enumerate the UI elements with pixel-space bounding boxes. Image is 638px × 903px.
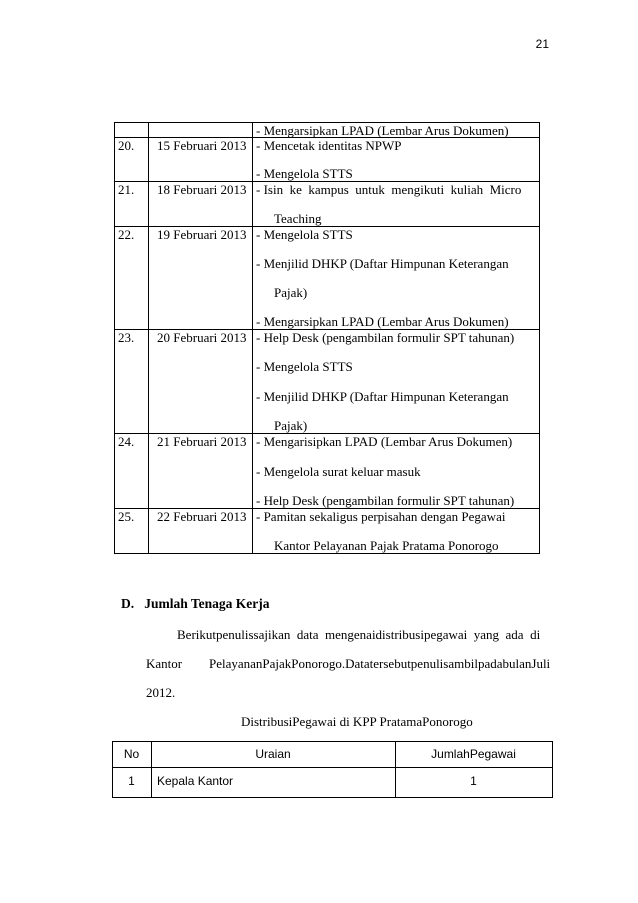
column-divider (148, 122, 149, 554)
activity-line: - Mengelola STTS (256, 227, 353, 242)
column-header-jumlah: JumlahPegawai (431, 747, 516, 761)
activity-line: - Mengarisipkan LPAD (Lembar Arus Dokumen) (256, 434, 513, 449)
row-number: 24. (118, 434, 135, 449)
row-number: 25. (118, 509, 135, 524)
row-number: 21. (118, 182, 135, 197)
activity-line: Kantor Pelayanan Pajak Pratama Ponorogo (274, 538, 499, 553)
activity-line: Pajak) (274, 418, 308, 433)
activity-line: - Pamitan sekaligus perpisahan dengan Pegawai (256, 509, 506, 524)
activity-line: Pajak) (274, 285, 308, 300)
row-date: 19 Februari 2013 (157, 227, 247, 242)
activity-line: - Mencetak identitas NPWP (256, 138, 402, 153)
column-header-no: No (123, 747, 140, 761)
column-divider (114, 122, 115, 554)
paragraph-line: PelayananPajakPonorogo.DatatersebutpenulisambilpadabulanJuli (209, 656, 551, 671)
activity-line: - Mengelola STTS (256, 359, 353, 374)
activity-line: - Mengarsipkan LPAD (Lembar Arus Dokumen) (256, 314, 509, 329)
activity-line: - Mengarsipkan LPAD (Lembar Arus Dokumen) (256, 123, 509, 138)
row-number: 22. (118, 227, 135, 242)
activity-line: - Help Desk (pengambilan formulir SPT tahunan) (256, 330, 515, 345)
cell-uraian: Kepala Kantor (157, 774, 234, 788)
activity-line: - Menjilid DHKP (Daftar Himpunan Keterangan (256, 389, 509, 404)
paragraph-line: Berikutpenulissajikan data mengenaidistribusipegawai yang ada di (177, 627, 541, 642)
paragraph-line: Kantor (146, 656, 183, 671)
activity-line: - Mengelola STTS (256, 166, 353, 181)
row-date: 20 Februari 2013 (157, 330, 247, 345)
cell-no: 1 (128, 774, 135, 788)
table-border (552, 741, 553, 798)
row-date: 21 Februari 2013 (157, 434, 247, 449)
activity-line: - Menjilid DHKP (Daftar Himpunan Keterangan (256, 256, 509, 271)
table-caption: DistribusiPegawai di KPP PratamaPonorogo (241, 714, 473, 729)
page-number: 21 (535, 37, 549, 51)
row-date: 22 Februari 2013 (157, 509, 247, 524)
column-header-uraian: Uraian (255, 747, 291, 761)
paragraph-line: 2012. (146, 685, 176, 700)
table-border (112, 797, 553, 798)
activity-line: Teaching (274, 211, 322, 226)
row-date: 15 Februari 2013 (157, 138, 247, 153)
row-date: 18 Februari 2013 (157, 182, 247, 197)
row-number: 23. (118, 330, 135, 345)
activity-line: - Mengelola surat keluar masuk (256, 464, 421, 479)
row-number: 20. (118, 138, 135, 153)
cell-jumlah: 1 (470, 774, 477, 788)
section-heading: D. Jumlah Tenaga Kerja (121, 596, 270, 611)
table-border (112, 741, 553, 742)
activity-line: - Isin ke kampus untuk mengikuti kuliah Micro (256, 182, 522, 197)
table-border (539, 122, 540, 554)
activity-line: - Help Desk (pengambilan formulir SPT tahunan) (256, 493, 515, 508)
column-divider (252, 122, 253, 554)
row-divider (112, 767, 553, 768)
